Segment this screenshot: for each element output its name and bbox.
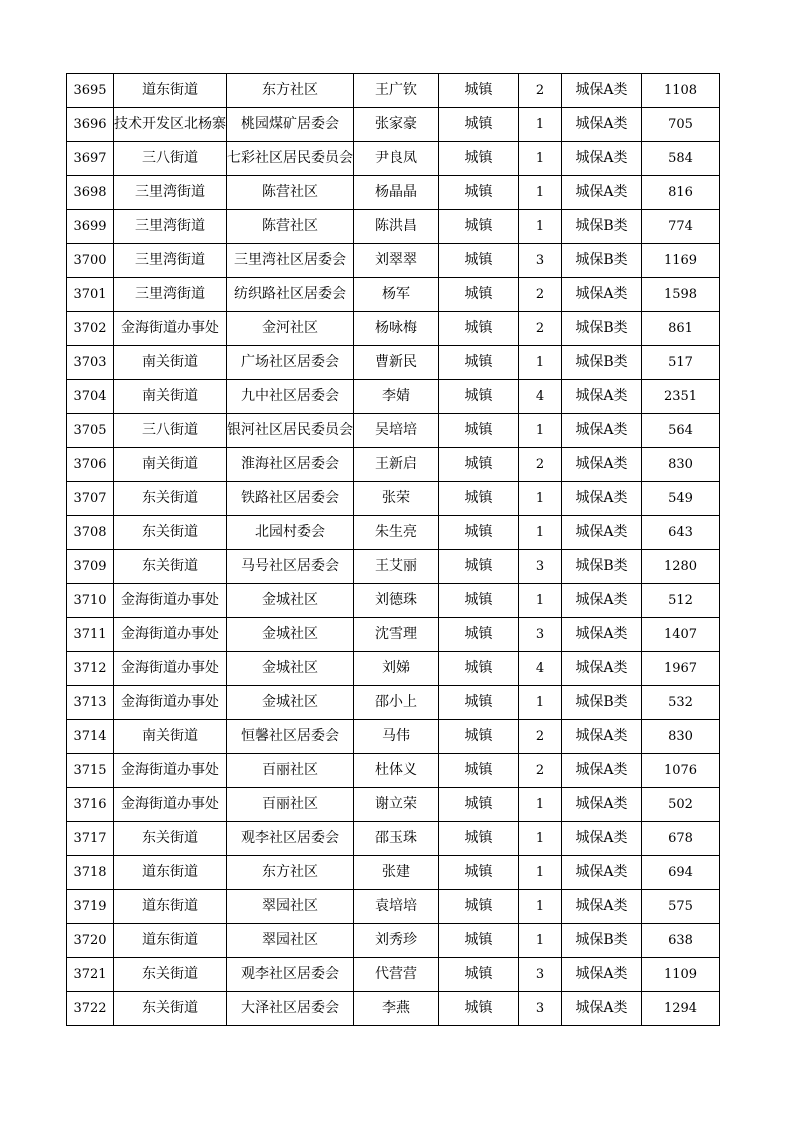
area-type-cell: 城镇 [439, 584, 519, 618]
name-cell: 王广钦 [354, 74, 439, 108]
community-cell: 三里湾社区居委会 [227, 244, 354, 278]
amount-cell: 1294 [642, 992, 720, 1026]
household-count-cell: 1 [519, 890, 562, 924]
name-cell: 曹新民 [354, 346, 439, 380]
category-cell: 城保A类 [562, 482, 642, 516]
amount-cell: 1598 [642, 278, 720, 312]
community-cell: 纺织路社区居委会 [227, 278, 354, 312]
household-count-cell: 1 [519, 856, 562, 890]
category-cell: 城保A类 [562, 516, 642, 550]
community-cell: 七彩社区居民委员会 [227, 142, 354, 176]
serial-number-cell: 3721 [67, 958, 114, 992]
area-type-cell: 城镇 [439, 550, 519, 584]
category-cell: 城保A类 [562, 584, 642, 618]
amount-cell: 1169 [642, 244, 720, 278]
community-cell: 观李社区居委会 [227, 822, 354, 856]
category-cell: 城保A类 [562, 618, 642, 652]
name-cell: 杨军 [354, 278, 439, 312]
street-cell: 三八街道 [114, 414, 227, 448]
category-cell: 城保B类 [562, 550, 642, 584]
name-cell: 杜体义 [354, 754, 439, 788]
street-cell: 道东街道 [114, 856, 227, 890]
category-cell: 城保B类 [562, 924, 642, 958]
area-type-cell: 城镇 [439, 210, 519, 244]
serial-number-cell: 3712 [67, 652, 114, 686]
table-row [67, 176, 720, 210]
household-count-cell: 3 [519, 992, 562, 1026]
area-type-cell: 城镇 [439, 720, 519, 754]
category-cell: 城保A类 [562, 788, 642, 822]
street-cell: 东关街道 [114, 482, 227, 516]
category-cell: 城保A类 [562, 278, 642, 312]
name-cell: 刘娣 [354, 652, 439, 686]
household-count-cell: 1 [519, 686, 562, 720]
table-row [67, 516, 720, 550]
household-count-cell: 1 [519, 176, 562, 210]
household-count-cell: 3 [519, 550, 562, 584]
community-cell: 翠园社区 [227, 924, 354, 958]
serial-number-cell: 3697 [67, 142, 114, 176]
household-count-cell: 1 [519, 788, 562, 822]
community-cell: 广场社区居委会 [227, 346, 354, 380]
area-type-cell: 城镇 [439, 74, 519, 108]
household-count-cell: 4 [519, 652, 562, 686]
serial-number-cell: 3698 [67, 176, 114, 210]
amount-cell: 502 [642, 788, 720, 822]
table-row [67, 822, 720, 856]
street-cell: 金海街道办事处 [114, 652, 227, 686]
serial-number-cell: 3696 [67, 108, 114, 142]
amount-cell: 830 [642, 448, 720, 482]
table-row [67, 210, 720, 244]
household-count-cell: 1 [519, 414, 562, 448]
category-cell: 城保A类 [562, 856, 642, 890]
household-count-cell: 3 [519, 618, 562, 652]
area-type-cell: 城镇 [439, 142, 519, 176]
amount-cell: 643 [642, 516, 720, 550]
table-row [67, 890, 720, 924]
category-cell: 城保A类 [562, 822, 642, 856]
community-cell: 金城社区 [227, 652, 354, 686]
community-cell: 陈营社区 [227, 210, 354, 244]
street-cell: 东关街道 [114, 550, 227, 584]
area-type-cell: 城镇 [439, 482, 519, 516]
household-count-cell: 1 [519, 584, 562, 618]
serial-number-cell: 3710 [67, 584, 114, 618]
serial-number-cell: 3715 [67, 754, 114, 788]
community-cell: 桃园煤矿居委会 [227, 108, 354, 142]
amount-cell: 517 [642, 346, 720, 380]
table-row [67, 720, 720, 754]
table-row [67, 686, 720, 720]
category-cell: 城保A类 [562, 142, 642, 176]
area-type-cell: 城镇 [439, 992, 519, 1026]
category-cell: 城保A类 [562, 74, 642, 108]
category-cell: 城保B类 [562, 312, 642, 346]
amount-cell: 861 [642, 312, 720, 346]
serial-number-cell: 3703 [67, 346, 114, 380]
serial-number-cell: 3700 [67, 244, 114, 278]
amount-cell: 1109 [642, 958, 720, 992]
amount-cell: 2351 [642, 380, 720, 414]
household-count-cell: 1 [519, 516, 562, 550]
area-type-cell: 城镇 [439, 176, 519, 210]
household-count-cell: 1 [519, 822, 562, 856]
category-cell: 城保A类 [562, 448, 642, 482]
serial-number-cell: 3702 [67, 312, 114, 346]
community-cell: 东方社区 [227, 74, 354, 108]
category-cell: 城保A类 [562, 754, 642, 788]
amount-cell: 1108 [642, 74, 720, 108]
street-cell: 南关街道 [114, 380, 227, 414]
name-cell: 刘翠翠 [354, 244, 439, 278]
name-cell: 邵小上 [354, 686, 439, 720]
serial-number-cell: 3713 [67, 686, 114, 720]
table-row [67, 278, 720, 312]
area-type-cell: 城镇 [439, 414, 519, 448]
amount-cell: 1407 [642, 618, 720, 652]
community-cell: 陈营社区 [227, 176, 354, 210]
amount-cell: 512 [642, 584, 720, 618]
serial-number-cell: 3706 [67, 448, 114, 482]
name-cell: 刘德珠 [354, 584, 439, 618]
amount-cell: 584 [642, 142, 720, 176]
category-cell: 城保B类 [562, 244, 642, 278]
street-cell: 三里湾街道 [114, 210, 227, 244]
name-cell: 陈洪昌 [354, 210, 439, 244]
name-cell: 代营营 [354, 958, 439, 992]
name-cell: 张荣 [354, 482, 439, 516]
name-cell: 杨晶晶 [354, 176, 439, 210]
name-cell: 邵玉珠 [354, 822, 439, 856]
amount-cell: 705 [642, 108, 720, 142]
area-type-cell: 城镇 [439, 856, 519, 890]
table-row [67, 924, 720, 958]
area-type-cell: 城镇 [439, 788, 519, 822]
category-cell: 城保B类 [562, 346, 642, 380]
category-cell: 城保A类 [562, 414, 642, 448]
street-cell: 道东街道 [114, 74, 227, 108]
table-row [67, 380, 720, 414]
serial-number-cell: 3709 [67, 550, 114, 584]
name-cell: 张建 [354, 856, 439, 890]
serial-number-cell: 3695 [67, 74, 114, 108]
name-cell: 王新启 [354, 448, 439, 482]
serial-number-cell: 3704 [67, 380, 114, 414]
community-cell: 淮海社区居委会 [227, 448, 354, 482]
category-cell: 城保A类 [562, 992, 642, 1026]
community-cell: 马号社区居委会 [227, 550, 354, 584]
table-row [67, 788, 720, 822]
street-cell: 金海街道办事处 [114, 686, 227, 720]
street-cell: 东关街道 [114, 822, 227, 856]
serial-number-cell: 3714 [67, 720, 114, 754]
category-cell: 城保A类 [562, 652, 642, 686]
street-cell: 东关街道 [114, 516, 227, 550]
table-row [67, 414, 720, 448]
category-cell: 城保A类 [562, 958, 642, 992]
serial-number-cell: 3711 [67, 618, 114, 652]
community-cell: 翠园社区 [227, 890, 354, 924]
serial-number-cell: 3705 [67, 414, 114, 448]
community-cell: 银河社区居民委员会 [227, 414, 354, 448]
table-row [67, 108, 720, 142]
household-count-cell: 2 [519, 278, 562, 312]
street-cell: 三里湾街道 [114, 244, 227, 278]
table-row [67, 346, 720, 380]
household-count-cell: 1 [519, 346, 562, 380]
community-cell: 金城社区 [227, 618, 354, 652]
serial-number-cell: 3722 [67, 992, 114, 1026]
community-cell: 恒馨社区居委会 [227, 720, 354, 754]
area-type-cell: 城镇 [439, 108, 519, 142]
table-row [67, 652, 720, 686]
name-cell: 李燕 [354, 992, 439, 1026]
household-count-cell: 1 [519, 108, 562, 142]
street-cell: 南关街道 [114, 720, 227, 754]
serial-number-cell: 3720 [67, 924, 114, 958]
serial-number-cell: 3707 [67, 482, 114, 516]
name-cell: 尹良凤 [354, 142, 439, 176]
community-cell: 北园村委会 [227, 516, 354, 550]
community-cell: 东方社区 [227, 856, 354, 890]
amount-cell: 638 [642, 924, 720, 958]
category-cell: 城保B类 [562, 210, 642, 244]
amount-cell: 1967 [642, 652, 720, 686]
serial-number-cell: 3701 [67, 278, 114, 312]
category-cell: 城保B类 [562, 686, 642, 720]
table-row [67, 448, 720, 482]
area-type-cell: 城镇 [439, 312, 519, 346]
name-cell: 张家豪 [354, 108, 439, 142]
street-cell: 东关街道 [114, 992, 227, 1026]
area-type-cell: 城镇 [439, 516, 519, 550]
table-row [67, 244, 720, 278]
street-cell: 南关街道 [114, 346, 227, 380]
street-cell: 三里湾街道 [114, 278, 227, 312]
community-cell: 九中社区居委会 [227, 380, 354, 414]
area-type-cell: 城镇 [439, 686, 519, 720]
table-row [67, 74, 720, 108]
community-cell: 百丽社区 [227, 754, 354, 788]
name-cell: 王艾丽 [354, 550, 439, 584]
street-cell: 金海街道办事处 [114, 788, 227, 822]
community-cell: 铁路社区居委会 [227, 482, 354, 516]
category-cell: 城保A类 [562, 108, 642, 142]
amount-cell: 816 [642, 176, 720, 210]
community-cell: 大泽社区居委会 [227, 992, 354, 1026]
amount-cell: 1076 [642, 754, 720, 788]
amount-cell: 694 [642, 856, 720, 890]
street-cell: 金海街道办事处 [114, 754, 227, 788]
area-type-cell: 城镇 [439, 822, 519, 856]
table-row [67, 992, 720, 1026]
serial-number-cell: 3717 [67, 822, 114, 856]
area-type-cell: 城镇 [439, 618, 519, 652]
category-cell: 城保A类 [562, 176, 642, 210]
area-type-cell: 城镇 [439, 958, 519, 992]
name-cell: 谢立荣 [354, 788, 439, 822]
household-count-cell: 2 [519, 754, 562, 788]
household-count-cell: 1 [519, 924, 562, 958]
area-type-cell: 城镇 [439, 244, 519, 278]
household-count-cell: 4 [519, 380, 562, 414]
table-row [67, 856, 720, 890]
community-cell: 百丽社区 [227, 788, 354, 822]
serial-number-cell: 3708 [67, 516, 114, 550]
area-type-cell: 城镇 [439, 890, 519, 924]
community-cell: 观李社区居委会 [227, 958, 354, 992]
household-count-cell: 2 [519, 312, 562, 346]
street-cell: 技术开发区北杨寨 [114, 108, 227, 142]
table-row [67, 584, 720, 618]
household-count-cell: 2 [519, 448, 562, 482]
street-cell: 三八街道 [114, 142, 227, 176]
table-row [67, 482, 720, 516]
name-cell: 朱生亮 [354, 516, 439, 550]
street-cell: 三里湾街道 [114, 176, 227, 210]
area-type-cell: 城镇 [439, 924, 519, 958]
area-type-cell: 城镇 [439, 380, 519, 414]
household-count-cell: 3 [519, 244, 562, 278]
household-count-cell: 2 [519, 74, 562, 108]
serial-number-cell: 3699 [67, 210, 114, 244]
table-body [67, 74, 720, 1026]
household-count-cell: 3 [519, 958, 562, 992]
table-row [67, 754, 720, 788]
household-count-cell: 1 [519, 142, 562, 176]
serial-number-cell: 3716 [67, 788, 114, 822]
street-cell: 金海街道办事处 [114, 312, 227, 346]
area-type-cell: 城镇 [439, 652, 519, 686]
name-cell: 李婧 [354, 380, 439, 414]
street-cell: 金海街道办事处 [114, 618, 227, 652]
household-count-cell: 1 [519, 210, 562, 244]
amount-cell: 575 [642, 890, 720, 924]
category-cell: 城保A类 [562, 380, 642, 414]
name-cell: 刘秀珍 [354, 924, 439, 958]
serial-number-cell: 3719 [67, 890, 114, 924]
amount-cell: 532 [642, 686, 720, 720]
name-cell: 沈雪理 [354, 618, 439, 652]
amount-cell: 830 [642, 720, 720, 754]
amount-cell: 678 [642, 822, 720, 856]
category-cell: 城保A类 [562, 890, 642, 924]
name-cell: 吴培培 [354, 414, 439, 448]
table-row [67, 550, 720, 584]
street-cell: 道东街道 [114, 890, 227, 924]
table-row [67, 142, 720, 176]
community-cell: 金河社区 [227, 312, 354, 346]
amount-cell: 549 [642, 482, 720, 516]
category-cell: 城保A类 [562, 720, 642, 754]
street-cell: 南关街道 [114, 448, 227, 482]
relief-recipient-table [66, 73, 720, 1026]
street-cell: 东关街道 [114, 958, 227, 992]
area-type-cell: 城镇 [439, 448, 519, 482]
street-cell: 道东街道 [114, 924, 227, 958]
community-cell: 金城社区 [227, 584, 354, 618]
table-row [67, 618, 720, 652]
community-cell: 金城社区 [227, 686, 354, 720]
amount-cell: 1280 [642, 550, 720, 584]
table-row [67, 312, 720, 346]
serial-number-cell: 3718 [67, 856, 114, 890]
name-cell: 杨咏梅 [354, 312, 439, 346]
table-row [67, 958, 720, 992]
name-cell: 袁培培 [354, 890, 439, 924]
area-type-cell: 城镇 [439, 346, 519, 380]
name-cell: 马伟 [354, 720, 439, 754]
amount-cell: 774 [642, 210, 720, 244]
area-type-cell: 城镇 [439, 754, 519, 788]
area-type-cell: 城镇 [439, 278, 519, 312]
household-count-cell: 2 [519, 720, 562, 754]
household-count-cell: 1 [519, 482, 562, 516]
amount-cell: 564 [642, 414, 720, 448]
street-cell: 金海街道办事处 [114, 584, 227, 618]
